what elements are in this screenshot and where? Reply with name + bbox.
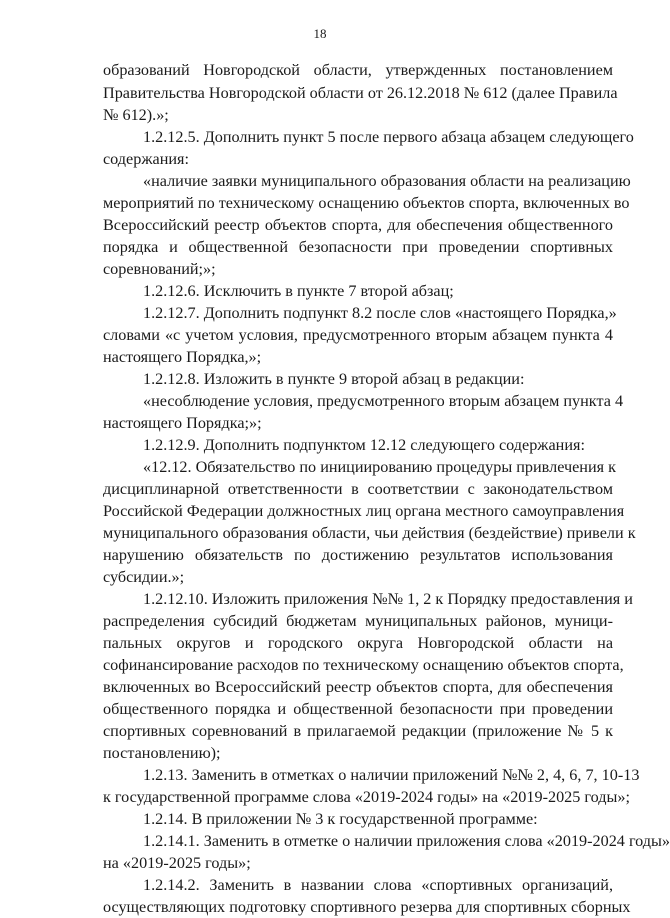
text-line: на «2019-2025 годы»; (103, 854, 251, 872)
text-line: 1.2.12.6. Исключить в пункте 7 второй абзац; (143, 282, 454, 300)
text-line: субсидии.»; (103, 568, 185, 586)
text-line: 1.2.12.9. Дополнить подпунктом 12.12 следующего содержания: (143, 436, 585, 454)
text-line: «несоблюдение условия, предусмотренного вторым абзацем пункта 4 (143, 392, 624, 410)
text-line: спортивных соревнований в прилагаемой редакции (приложение № 5 к (103, 722, 613, 740)
text-line: порядка и общественной безопасности при проведении спортивных (103, 238, 613, 256)
text-line: соревнований;»; (103, 260, 216, 278)
text-line: содержания: (103, 150, 189, 168)
text-line: осуществляющих подготовку спортивного резерва для спортивных сборных (103, 898, 631, 916)
text-line: к государственной программе слова «2019-2024 годы» на «2019-2025 годы»; (103, 788, 630, 806)
text-line: дисциплинарной ответственности в соответствии с законодательством (103, 480, 613, 498)
text-line: № 612).»; (103, 106, 169, 124)
text-line: «12.12. Обязательство по инициированию процедуры привлечения к (143, 458, 616, 476)
text-line: пальных округов и городского округа Новгородской области на (103, 634, 613, 652)
text-line: 1.2.14.1. Заменить в отметке о наличии приложения слова «2019-2024 годы» (143, 832, 670, 850)
text-line: образований Новгородской области, утвержденных постановлением (103, 61, 613, 79)
text-line: 1.2.12.10. Изложить приложения №№ 1, 2 к Порядку предоставления и (143, 590, 633, 608)
text-line: 1.2.12.8. Изложить в пункте 9 второй абзац в редакции: (143, 370, 525, 388)
text-line: Правительства Новгородской области от 26.12.2018 № 612 (далее Правила (103, 84, 618, 102)
text-line: нарушению обязательств по достижению результатов использования (103, 546, 613, 564)
text-line: мероприятий по техническому оснащению объектов спорта, включенных во (103, 194, 630, 212)
text-line: 1.2.14. В приложении № 3 к государственной программе: (143, 810, 538, 828)
text-line: софинансирование расходов по техническому оснащению объектов спорта, (103, 656, 624, 674)
text-line: словами «с учетом условия, предусмотренного вторым абзацем пункта 4 (103, 326, 613, 344)
text-line: 1.2.13. Заменить в отметках о наличии приложений №№ 2, 4, 6, 7, 10-13 (143, 766, 640, 784)
text-line: настоящего Порядка,»; (103, 348, 262, 366)
page-number: 18 (313, 26, 327, 41)
text-line: муниципального образования области, чьи действия (бездействие) привели к (103, 524, 636, 542)
text-line: постановлению); (103, 744, 221, 762)
text-line: настоящего Порядка;»; (103, 414, 262, 432)
text-line: 1.2.12.5. Дополнить пункт 5 после первого абзаца абзацем следующего (143, 128, 634, 146)
text-line: включенных во Всероссийский реестр объектов спорта, для обеспечения (103, 678, 613, 696)
text-line: 1.2.12.7. Дополнить подпункт 8.2 после слов «настоящего Порядка,» (143, 304, 617, 322)
text-line: Всероссийский реестр объектов спорта, для обеспечения общественного (103, 216, 613, 234)
text-line: Российской Федерации должностных лиц органа местного самоуправления (103, 502, 625, 520)
text-line: 1.2.14.2. Заменить в названии слова «спортивных организаций, (143, 876, 613, 894)
text-line: распределения субсидий бюджетам муниципальных районов, муници- (103, 612, 613, 630)
text-line: «наличие заявки муниципального образования области на реализацию (143, 172, 631, 190)
text-line: общественного порядка и общественной безопасности при проведении (103, 700, 613, 718)
